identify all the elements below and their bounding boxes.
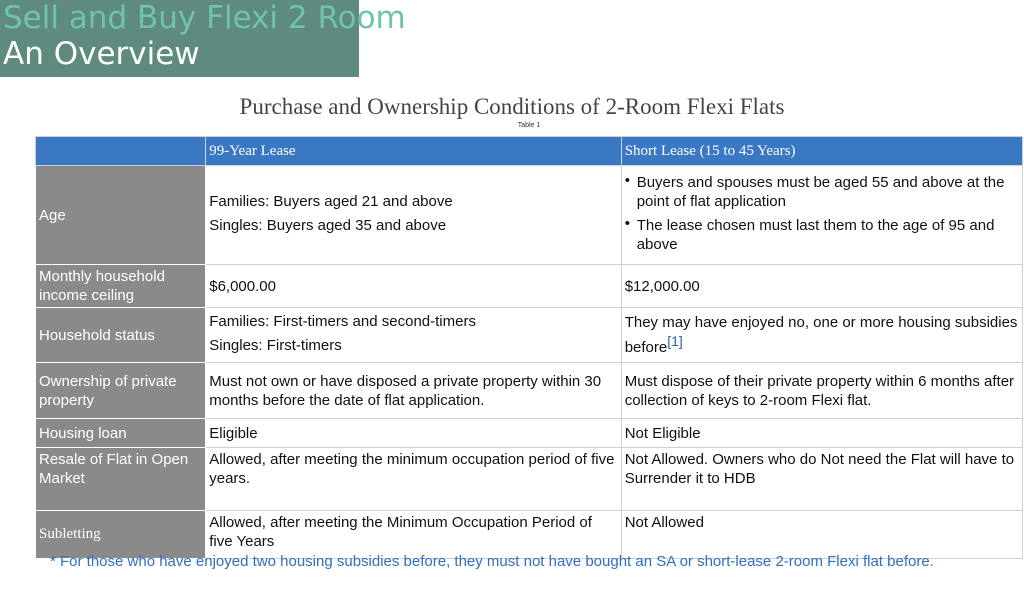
- slide-title-box: [0, 0, 406, 77]
- slide-title: Sell and Buy Flexi 2 Room: [3, 0, 406, 36]
- cell-subletting-short: Not Allowed: [621, 511, 1022, 559]
- list-item: • The lease chosen must last them to the age of 95 and above: [637, 216, 1019, 254]
- row-label-subletting: Subletting: [36, 511, 206, 559]
- table-caption: Table 1: [517, 122, 541, 129]
- table-row-loan: [36, 419, 1023, 448]
- header-short-lease: Short Lease (15 to 45 Years): [621, 137, 1022, 166]
- cell-loan-99: Eligible: [206, 419, 621, 448]
- row-label-resale: Resale of Flat in Open Market: [36, 448, 206, 511]
- table-title: Purchase and Ownership Conditions of 2-Room Flexi Flats: [239, 94, 785, 119]
- table-header-row: [36, 137, 1023, 166]
- table-row-age: [36, 166, 1023, 265]
- row-label-income: Monthly household income ceiling: [36, 265, 206, 308]
- cell-household-short: [621, 308, 1022, 363]
- row-label-age: Age: [36, 166, 206, 265]
- cell-text: Singles: First-timers: [209, 337, 342, 354]
- footnote-reference-link[interactable]: [1]: [667, 333, 683, 349]
- cell-resale-99: Allowed, after meeting the minimum occupation period of five years.: [206, 448, 621, 511]
- header-99-year-lease: 99-Year Lease: [206, 137, 621, 166]
- cell-income-99: $6,000.00: [206, 265, 621, 308]
- cell-loan-short: Not Eligible: [621, 419, 1022, 448]
- slide-subtitle: An Overview: [3, 36, 200, 72]
- cell-text: Families: Buyers aged 21 and above: [209, 193, 453, 210]
- cell-age-short: [621, 166, 1022, 265]
- cell-income-short: $12,000.00: [621, 265, 1022, 308]
- cell-text: Families: First-timers and second-timers: [209, 313, 476, 330]
- header-corner: [36, 137, 206, 166]
- table-row-subletting: [36, 511, 1023, 559]
- row-label-ownership: Ownership of private property: [36, 363, 206, 419]
- cell-text: Singles: Buyers aged 35 and above: [209, 217, 447, 234]
- cell-ownership-short: Must dispose of their private property within 6 months after collection of keys to 2-room Flexi flat.: [621, 363, 1022, 419]
- row-label-household: Household status: [36, 308, 206, 363]
- cell-age-99: [206, 166, 621, 265]
- table-row-ownership: [36, 363, 1023, 419]
- cell-ownership-99: Must not own or have disposed a private property within 30 months before the date of flat application.: [206, 363, 621, 419]
- cell-text: They may have enjoyed no, one or more housing subsidies before: [624, 314, 1018, 356]
- row-label-loan: Housing loan: [36, 419, 206, 448]
- bullet-list: [625, 173, 1019, 254]
- cell-subletting-99: Allowed, after meeting the Minimum Occupation Period of five Years: [206, 511, 621, 559]
- cell-resale-short: Not Allowed. Owners who do Not need the Flat will have to Surrender it to HDB: [621, 448, 1022, 511]
- table-row-income: [36, 265, 1023, 308]
- conditions-table: [35, 136, 1023, 559]
- list-item: • Buyers and spouses must be aged 55 and above at the point of flat application: [637, 173, 1019, 211]
- table-row-household: [36, 308, 1023, 363]
- table-row-resale: [36, 448, 1023, 511]
- cell-household-99: [206, 308, 621, 363]
- footnote: * For those who have enjoyed two housing subsidies before, they must not have bought an SA or short-lease 2-room Flexi flat before.: [50, 553, 934, 570]
